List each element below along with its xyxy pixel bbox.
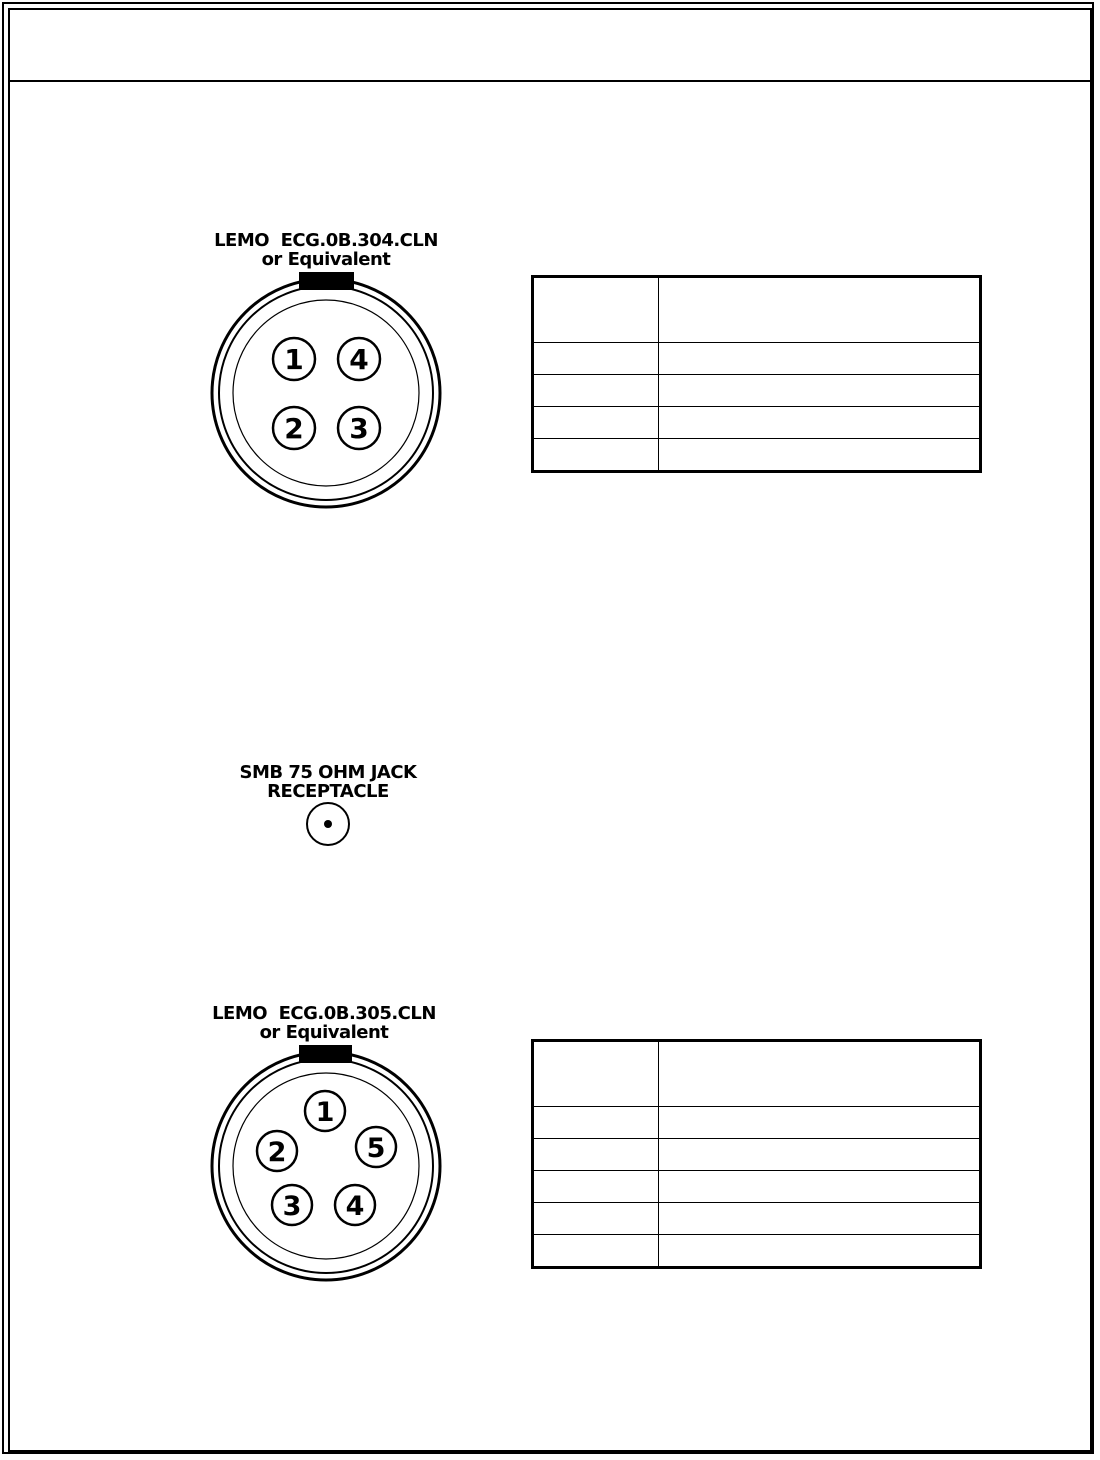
lemo5-pin-3-label: 3 [282, 1191, 302, 1222]
smb-label [208, 763, 448, 801]
lemo5-connector-diagram [205, 1043, 445, 1283]
lemo5-pin-4-label: 4 [345, 1191, 365, 1222]
lemo4-connector-diagram [205, 270, 445, 510]
table-row [533, 439, 981, 472]
lemo4-model: LEMO ECG.0B.304.CLN [214, 230, 438, 251]
lemo5-note: or Equivalent [259, 1022, 389, 1043]
lemo5-label [194, 1004, 454, 1042]
table-row [533, 407, 981, 439]
lemo5-pin-5 [356, 1127, 396, 1167]
header-divider [8, 80, 1092, 82]
lemo5-model: LEMO ECG.0B.305.CLN [212, 1003, 436, 1024]
lemo5-pin-3 [272, 1185, 312, 1225]
smb-jack-diagram [302, 801, 354, 849]
lemo4-pin-4-label: 4 [349, 343, 369, 376]
table-row [533, 1171, 981, 1203]
table-row [533, 1107, 981, 1139]
lemo5-pin-5-label: 5 [366, 1133, 386, 1164]
lemo5-pin-2-label: 2 [267, 1137, 287, 1168]
table-row [533, 1203, 981, 1235]
lemo4-pin-3 [338, 407, 380, 449]
table-row [533, 375, 981, 407]
lemo5-pin-table [531, 1039, 982, 1269]
lemo5-pin-4 [335, 1185, 375, 1225]
lemo4-pin-4 [338, 338, 380, 380]
lemo4-pin-2 [273, 407, 315, 449]
lemo4-pin-1-label: 1 [284, 343, 304, 376]
table-row [533, 1139, 981, 1171]
lemo4-pin-1 [273, 338, 315, 380]
lemo5-pin-1-label: 1 [315, 1097, 335, 1128]
table-header-row [533, 277, 981, 343]
lemo4-label [196, 231, 456, 269]
table-header-row [533, 1041, 981, 1107]
lemo4-pin-2-label: 2 [284, 412, 304, 445]
lemo4-pin-table [531, 275, 982, 473]
smb-line2: RECEPTACLE [267, 781, 389, 802]
smb-line1: SMB 75 OHM JACK [239, 762, 417, 783]
table-row [533, 343, 981, 375]
lemo4-note: or Equivalent [261, 249, 391, 270]
lemo5-pin-2 [257, 1131, 297, 1171]
lemo4-pin-3-label: 3 [349, 412, 369, 445]
lemo5-pin-1 [305, 1091, 345, 1131]
table-row [533, 1235, 981, 1268]
